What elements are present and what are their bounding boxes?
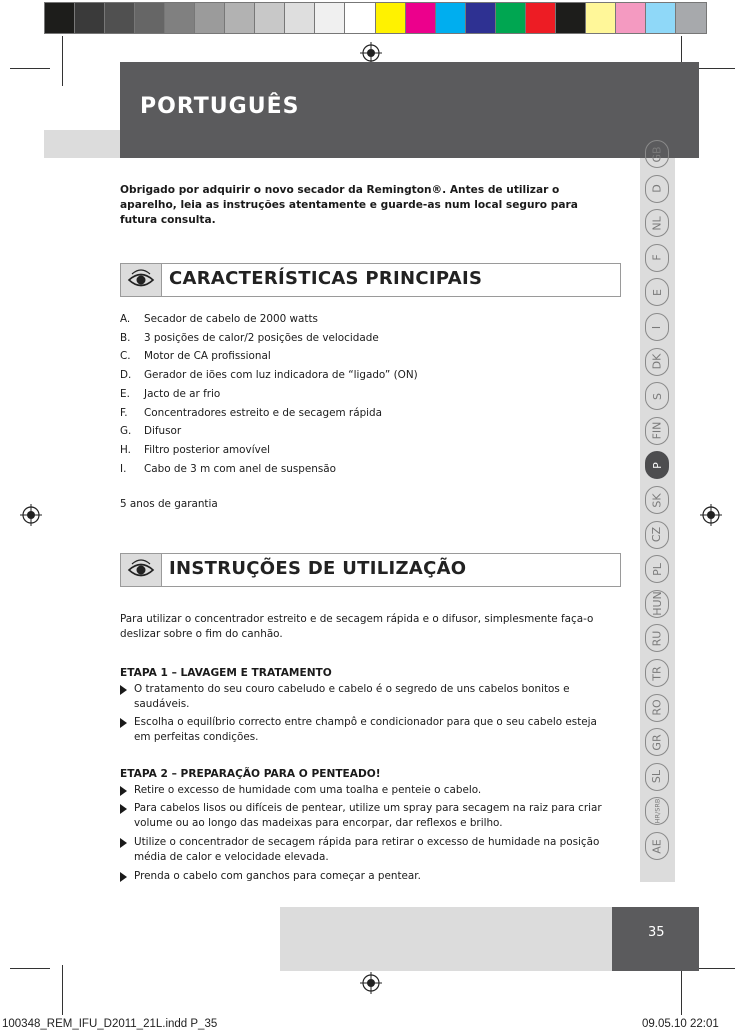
triangle-bullet-icon	[120, 872, 127, 882]
slug-timestamp: 09.05.10 22:01	[642, 1018, 719, 1030]
feature-text: Gerador de iões com luz indicadora de “ligado” (ON)	[144, 369, 418, 382]
language-tab-dk[interactable]	[645, 348, 669, 376]
bullet-text: O tratamento do seu couro cabeludo e cabelo é o segredo de uns cabelos bonitos e saudáveis.	[134, 683, 570, 710]
gray-swatch	[345, 3, 375, 33]
language-tab-label: SL	[650, 770, 664, 784]
gray-swatch	[225, 3, 255, 33]
language-tab-f[interactable]	[645, 244, 669, 272]
feature-item	[120, 463, 336, 476]
language-tab-label: GR	[650, 734, 664, 751]
bullet-item	[120, 835, 610, 865]
language-tab-label: I	[650, 325, 664, 329]
language-tab-i[interactable]	[645, 313, 669, 341]
registration-mark-icon	[700, 504, 722, 526]
language-tab-label: NL	[650, 216, 664, 231]
bullet-text: Para cabelos lisos ou difíceis de pentear, utilize um spray para secagem na raiz para criar volume ou ao longo das madeixas para encorpar, dar reflexos e brilho.	[134, 802, 602, 829]
page-title: PORTUGUÊS	[140, 94, 300, 119]
language-tab-cz[interactable]	[645, 521, 669, 549]
feature-text: Cabo de 3 m com anel de suspensão	[144, 462, 336, 475]
gray-swatch	[135, 3, 165, 33]
triangle-bullet-icon	[120, 804, 127, 814]
language-tab-hun[interactable]	[645, 590, 669, 618]
language-tab-pl[interactable]	[645, 555, 669, 583]
section-heading-features	[120, 263, 621, 297]
feature-text: Difusor	[144, 425, 182, 438]
color-swatch	[616, 3, 646, 33]
language-tab-label: CZ	[650, 526, 664, 543]
feature-item	[120, 369, 418, 382]
language-tab-nl[interactable]	[645, 209, 669, 237]
feature-item	[120, 388, 220, 401]
color-swatch	[376, 3, 406, 33]
triangle-bullet-icon	[120, 718, 127, 728]
language-tab-label: RU	[650, 630, 664, 647]
feature-item	[120, 407, 382, 420]
color-swatch	[586, 3, 616, 33]
intro-text: Obrigado por adquirir o novo secador da Remington®. Antes de utilizar o aparelho, leia as instruções atentamente e guarde-as num local seguro para futura consulta.	[120, 184, 578, 226]
language-tab-ae[interactable]	[645, 832, 669, 860]
eye-icon	[121, 264, 162, 296]
color-swatch	[526, 3, 556, 33]
language-tab-label: RO	[650, 699, 664, 716]
crop-mark	[695, 968, 735, 969]
language-tab-label: AE	[650, 838, 664, 854]
crop-mark	[10, 68, 50, 69]
feature-letter: E.	[120, 387, 130, 400]
bullet-text: Retire o excesso de humidade com uma toalha e penteie o cabelo.	[134, 784, 482, 796]
bullet-text: Utilize o concentrador de secagem rápida para retirar o excesso de humidade na posição média de calor e velocidade elevada.	[134, 836, 600, 863]
crop-mark	[62, 965, 63, 1015]
page-number: 35	[648, 925, 665, 940]
registration-mark-icon	[360, 42, 382, 64]
feature-item	[120, 425, 181, 438]
bullet-item	[120, 869, 610, 884]
language-tab-label: PL	[650, 562, 664, 576]
bullet-text: Escolha o equilíbrio correcto entre champô e condicionador para que o seu cabelo esteja em perfeitas condições.	[134, 716, 597, 743]
color-swatch	[646, 3, 676, 33]
feature-text: Filtro posterior amovível	[144, 443, 271, 456]
gray-swatch	[285, 3, 315, 33]
color-swatch	[406, 3, 436, 33]
gray-swatch	[255, 3, 285, 33]
feature-text: Concentradores estreito e de secagem rápida	[144, 406, 383, 419]
warranty-text: 5 anos de garantia	[120, 498, 218, 510]
feature-letter: H.	[120, 443, 131, 456]
crop-mark	[10, 968, 50, 969]
triangle-bullet-icon	[120, 786, 127, 796]
language-tab-label: P	[650, 462, 664, 469]
slug-filename: 100348_REM_IFU_D2011_21L.indd P_35	[2, 1018, 218, 1030]
bullet-item	[120, 715, 610, 745]
language-tab-label: GB	[650, 145, 664, 163]
feature-letter: D.	[120, 369, 132, 382]
gray-swatch	[75, 3, 105, 33]
language-tab-ro[interactable]	[645, 694, 669, 722]
language-tab-tr[interactable]	[645, 659, 669, 687]
language-tab-label: E	[650, 288, 664, 296]
language-tab-s[interactable]	[645, 382, 669, 410]
grayscale-color-bar	[44, 2, 376, 34]
triangle-bullet-icon	[120, 838, 127, 848]
language-tab-hr-srb[interactable]	[645, 797, 669, 825]
language-tab-fin[interactable]	[645, 417, 669, 445]
language-tab-e[interactable]	[645, 278, 669, 306]
language-tab-sk[interactable]	[645, 486, 669, 514]
gray-swatch	[165, 3, 195, 33]
feature-item	[120, 332, 379, 345]
language-tab-label: HR/SRB	[653, 799, 662, 824]
language-tab-d[interactable]	[645, 175, 669, 203]
feature-item	[120, 350, 271, 363]
language-tab-label: TR	[650, 665, 664, 681]
instructions-intro: Para utilizar o concentrador estreito e de secagem rápida e o difusor, simplesmente faça-o deslizar sobre o fim do canhão.	[120, 613, 594, 640]
bullet-text: Prenda o cabelo com ganchos para começar a pentear.	[134, 870, 421, 882]
gray-swatch	[195, 3, 225, 33]
bullet-item	[120, 682, 610, 712]
color-swatch	[466, 3, 496, 33]
color-swatch	[676, 3, 706, 33]
feature-letter: C.	[120, 350, 131, 363]
bullet-item	[120, 801, 610, 831]
feature-item	[120, 444, 270, 457]
language-tab-ru[interactable]	[645, 624, 669, 652]
gray-swatch	[105, 3, 135, 33]
feature-letter: B.	[120, 331, 131, 344]
language-tab-gb[interactable]	[645, 140, 669, 168]
process-color-bar	[375, 2, 707, 34]
language-tab-p[interactable]	[645, 451, 669, 479]
section-title: INSTRUÇÕES DE UTILIZAÇÃO	[169, 558, 467, 579]
language-tab-label: F	[650, 254, 664, 261]
triangle-bullet-icon	[120, 685, 127, 695]
gray-swatch	[45, 3, 75, 33]
registration-mark-icon	[20, 504, 42, 526]
bullet-item	[120, 783, 610, 798]
registration-mark-icon	[360, 972, 382, 994]
color-swatch	[436, 3, 466, 33]
language-tab-label: D	[650, 184, 664, 193]
feature-text: Motor de CA profissional	[144, 350, 271, 363]
language-tab-label: FIN	[650, 421, 664, 440]
crop-mark	[695, 68, 735, 69]
feature-letter: G.	[120, 425, 132, 438]
section-heading-instructions	[120, 553, 621, 587]
feature-letter: A.	[120, 313, 131, 325]
gray-swatch	[315, 3, 345, 33]
color-swatch	[496, 3, 526, 33]
crop-mark	[62, 36, 63, 86]
language-tab-sl[interactable]	[645, 763, 669, 791]
crop-mark	[681, 965, 682, 1015]
section-title: CARACTERÍSTICAS PRINCIPAIS	[169, 268, 483, 289]
feature-text: Jacto de ar frio	[144, 387, 221, 400]
color-swatch	[556, 3, 586, 33]
language-tab-gr[interactable]	[645, 728, 669, 756]
feature-letter: I.	[120, 462, 127, 475]
feature-text: 3 posições de calor/2 posições de velocidade	[144, 331, 379, 344]
feature-text: Secador de cabelo de 2000 watts	[144, 313, 318, 325]
feature-letter: F.	[120, 406, 128, 419]
feature-item	[120, 313, 318, 326]
step-1-title: ETAPA 1 – LAVAGEM E TRATAMENTO	[120, 667, 332, 679]
step-2-title: ETAPA 2 – PREPARAÇÃO PARA O PENTEADO!	[120, 768, 381, 780]
language-tab-label: DK	[650, 353, 664, 370]
eye-icon	[121, 554, 162, 586]
language-tab-label: SK	[650, 492, 664, 508]
language-tab-label: HUN	[650, 591, 664, 617]
language-tab-label: S	[650, 392, 664, 400]
